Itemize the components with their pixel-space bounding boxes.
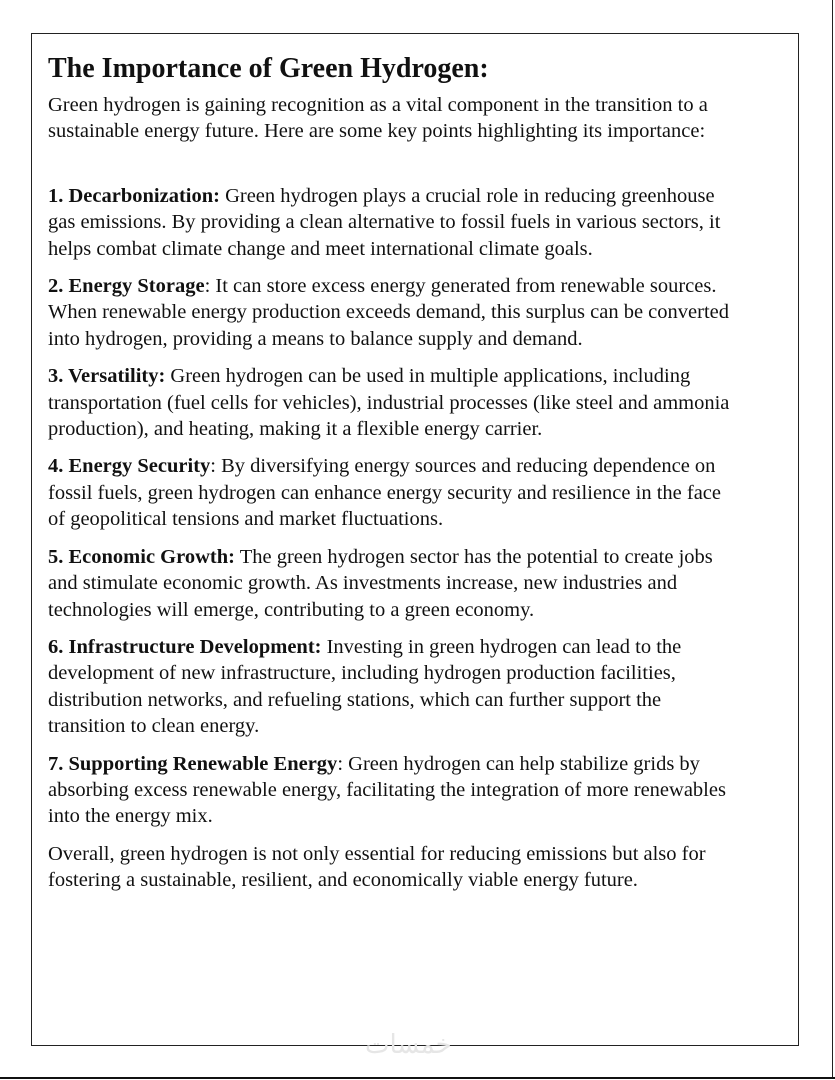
- key-point-line: distribution networks, and refueling stations, which can further support the: [48, 688, 662, 711]
- key-point-line: [48, 453, 788, 479]
- key-point-item: [48, 183, 788, 262]
- document-title: The Importance of Green Hydrogen:: [48, 53, 489, 84]
- document-content: [48, 52, 788, 894]
- key-point-line: and stimulate economic growth. As investments increase, new industries and: [48, 572, 678, 595]
- key-point-line: development of new infrastructure, including hydrogen production facilities,: [48, 662, 676, 685]
- document-page: [31, 33, 799, 1046]
- key-point-text: Investing in green hydrogen can lead to the: [321, 635, 682, 658]
- intro-line: Green hydrogen is gaining recognition as a vital component in the transition to a: [48, 94, 708, 116]
- key-point-line: [48, 634, 788, 660]
- key-point-item: [48, 453, 788, 532]
- page-edge-bottom: [0, 1077, 835, 1079]
- key-point-line: [48, 273, 788, 299]
- key-point-item: [48, 751, 788, 830]
- key-point-item: [48, 544, 788, 623]
- closing-line: Overall, green hydrogen is not only essential for reducing emissions but also for: [48, 842, 706, 865]
- key-point-item: [48, 634, 788, 740]
- key-point-line: of geopolitical tensions and market fluctuations.: [48, 508, 444, 531]
- key-point-heading: 4. Energy Security: [48, 455, 211, 478]
- key-point-text: Green hydrogen plays a crucial role in reducing greenhouse: [219, 184, 715, 207]
- key-point-line: [48, 363, 788, 389]
- key-point-line: transportation (fuel cells for vehicles), industrial processes (like steel and ammonia: [48, 391, 730, 414]
- key-point-text: : It can store excess energy generated from renewable sources.: [204, 275, 717, 298]
- key-point-item: [48, 363, 788, 442]
- key-point-heading: 7. Supporting Renewable Energy: [48, 752, 338, 775]
- key-point-line: absorbing excess renewable energy, facilitating the integration of more renewables: [48, 778, 726, 801]
- key-point-heading: 1. Decarbonization:: [48, 184, 220, 207]
- key-point-text: The green hydrogen sector has the potential to create jobs: [234, 545, 713, 568]
- key-point-line: [48, 544, 788, 570]
- key-point-heading: 6. Infrastructure Development:: [48, 635, 322, 658]
- key-point-line: technologies will emerge, contributing to a green economy.: [48, 598, 535, 621]
- key-point-line: When renewable energy production exceeds demand, this surplus can be converted: [48, 301, 729, 324]
- key-point-line: into hydrogen, providing a means to balance supply and demand.: [48, 327, 583, 350]
- key-point-line: [48, 751, 788, 777]
- watermark-logo: خمسات: [365, 1030, 452, 1060]
- key-point-heading: 3. Versatility:: [48, 365, 166, 388]
- key-point-line: [48, 183, 788, 209]
- key-point-line: transition to clean energy.: [48, 715, 260, 738]
- key-point-heading: 5. Economic Growth:: [48, 545, 235, 568]
- key-point-heading: 2. Energy Storage: [48, 275, 205, 298]
- key-point-item: [48, 273, 788, 352]
- intro-paragraph: [48, 92, 788, 145]
- closing-line: fostering a sustainable, resilient, and economically viable energy future.: [48, 869, 638, 892]
- key-point-line: fossil fuels, green hydrogen can enhance energy security and resilience in the face: [48, 481, 721, 504]
- key-point-line: helps combat climate change and meet international climate goals.: [48, 237, 593, 260]
- key-point-text: : By diversifying energy sources and reducing dependence on: [210, 455, 716, 478]
- key-point-line: into the energy mix.: [48, 805, 213, 828]
- key-point-line: production), and heating, making it a flexible energy carrier.: [48, 418, 543, 441]
- key-points-list: [48, 183, 788, 830]
- closing-paragraph: [48, 841, 788, 894]
- key-point-line: gas emissions. By providing a clean alternative to fossil fuels in various sectors, it: [48, 211, 721, 234]
- intro-line: sustainable energy future. Here are some key points highlighting its importance:: [48, 120, 706, 143]
- key-point-text: Green hydrogen can be used in multiple applications, including: [165, 365, 691, 388]
- page-edge-right: [832, 0, 833, 1078]
- key-point-text: : Green hydrogen can help stabilize grids by: [337, 752, 700, 775]
